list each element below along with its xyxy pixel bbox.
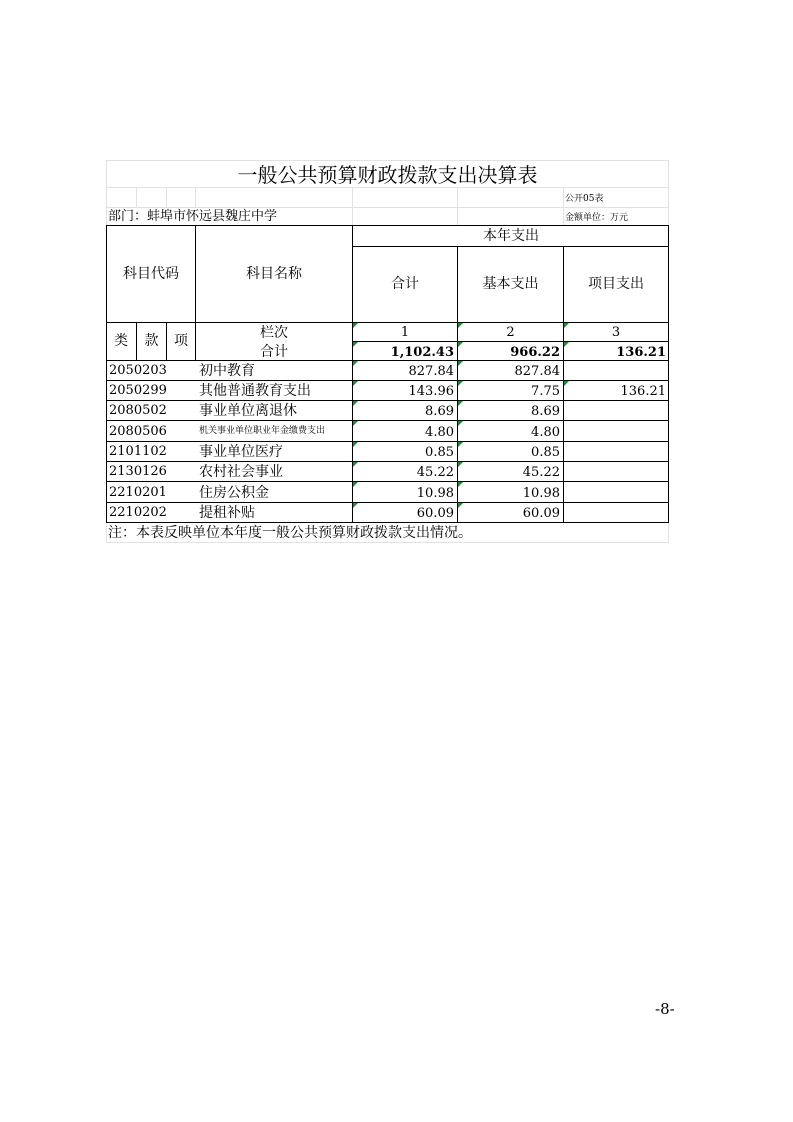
total-row-label: 合计 [260,344,288,360]
grid-line [106,160,669,161]
row-code: 2210202 [109,505,167,520]
row-code: 2080502 [109,403,167,418]
cell-marker [353,342,358,347]
cell-marker [458,323,463,328]
row-basic: 4.80 [531,425,560,440]
row-name: 事业单位离退休 [199,403,297,419]
row-name: 提租补贴 [199,505,255,521]
row-name: 住房公积金 [199,485,269,501]
row-name: 事业单位医疗 [199,444,283,460]
grid-line [106,207,669,208]
grid-line [106,187,669,188]
row-total: 827.84 [408,364,454,379]
xiang-header: 项 [174,333,188,349]
row-code: 2050299 [109,383,167,398]
row-line [106,502,669,503]
grid-line [195,187,196,207]
header-line [352,246,669,247]
row-name: 其他普通教育支出 [199,383,311,399]
row-basic: 827.84 [514,364,560,379]
row-code: 2101102 [109,444,167,459]
cell-marker [353,323,358,328]
lei-header: 类 [114,333,128,349]
row-total: 143.96 [408,384,454,399]
row-name: 农村社会事业 [199,464,283,480]
total-header: 合计 [391,276,419,292]
col2-no: 2 [506,325,515,340]
grid-line [136,187,137,207]
row-line [106,380,669,381]
row-name: 初中教育 [199,363,255,379]
row-basic: 10.98 [522,486,560,501]
table-border-top [106,225,669,226]
row-total: 4.80 [425,425,454,440]
row-total: 45.22 [416,465,454,480]
row-code: 2080506 [109,424,167,439]
total-row-total: 1,102.43 [390,345,454,360]
row-line [106,461,669,462]
current-year-header: 本年支出 [483,228,539,244]
header-line [106,360,669,361]
row-line [106,481,669,482]
grid-line [166,187,167,207]
department-label: 部门：蚌埠市怀远县魏庄中学 [108,209,278,224]
subject-name-header: 科目名称 [246,266,302,282]
total-row-project: 136.21 [616,345,666,360]
cell-marker [564,323,569,328]
row-basic: 60.09 [522,506,560,521]
row-basic: 7.75 [531,384,560,399]
row-total: 60.09 [416,506,454,521]
row-total: 0.85 [425,445,454,460]
kuan-header: 款 [144,333,159,349]
row-line [106,420,669,421]
cell-marker [564,342,569,347]
row-code: 2210201 [109,485,167,500]
footnote: 注：本表反映单位本年度一般公共预算财政拨款支出情况。 [108,525,472,541]
cell-marker [458,342,463,347]
grid-line [668,523,669,543]
grid-line [352,187,353,225]
grid-line [106,523,107,543]
row-line [106,441,669,442]
column-line [195,225,196,361]
row-code: 2050203 [109,363,167,378]
page-number: -8- [655,1000,675,1018]
table-code: 公开05表 [565,194,604,204]
grid-line [457,187,458,225]
row-basic: 8.69 [531,404,560,419]
table-border-right [668,225,669,523]
report-sheet [106,160,669,542]
row-total: 8.69 [425,404,454,419]
col1-no: 1 [400,325,410,340]
col3-no: 3 [611,325,621,340]
header-line [106,322,669,323]
table-border-bottom [106,522,669,523]
row-name: 机关事业单位职业年金缴费支出 [199,426,326,436]
subject-code-header: 科目代码 [123,266,179,282]
row-basic: 45.22 [522,465,560,480]
row-project: 136.21 [620,384,666,399]
row-total: 10.98 [416,486,454,501]
header-line [352,341,669,342]
row-basic: 0.85 [531,445,560,460]
row-line [106,400,669,401]
basic-header: 基本支出 [482,276,539,292]
total-row-basic: 966.22 [510,345,560,360]
project-header: 项目支出 [588,276,644,292]
unit-label: 金额单位：万元 [565,213,629,223]
grid-line [106,542,669,543]
grid-line [563,187,564,225]
row-code: 2130126 [109,464,167,479]
column-no-label: 栏次 [260,325,288,341]
report-title: 一般公共预算财政拨款支出决算表 [237,163,538,187]
